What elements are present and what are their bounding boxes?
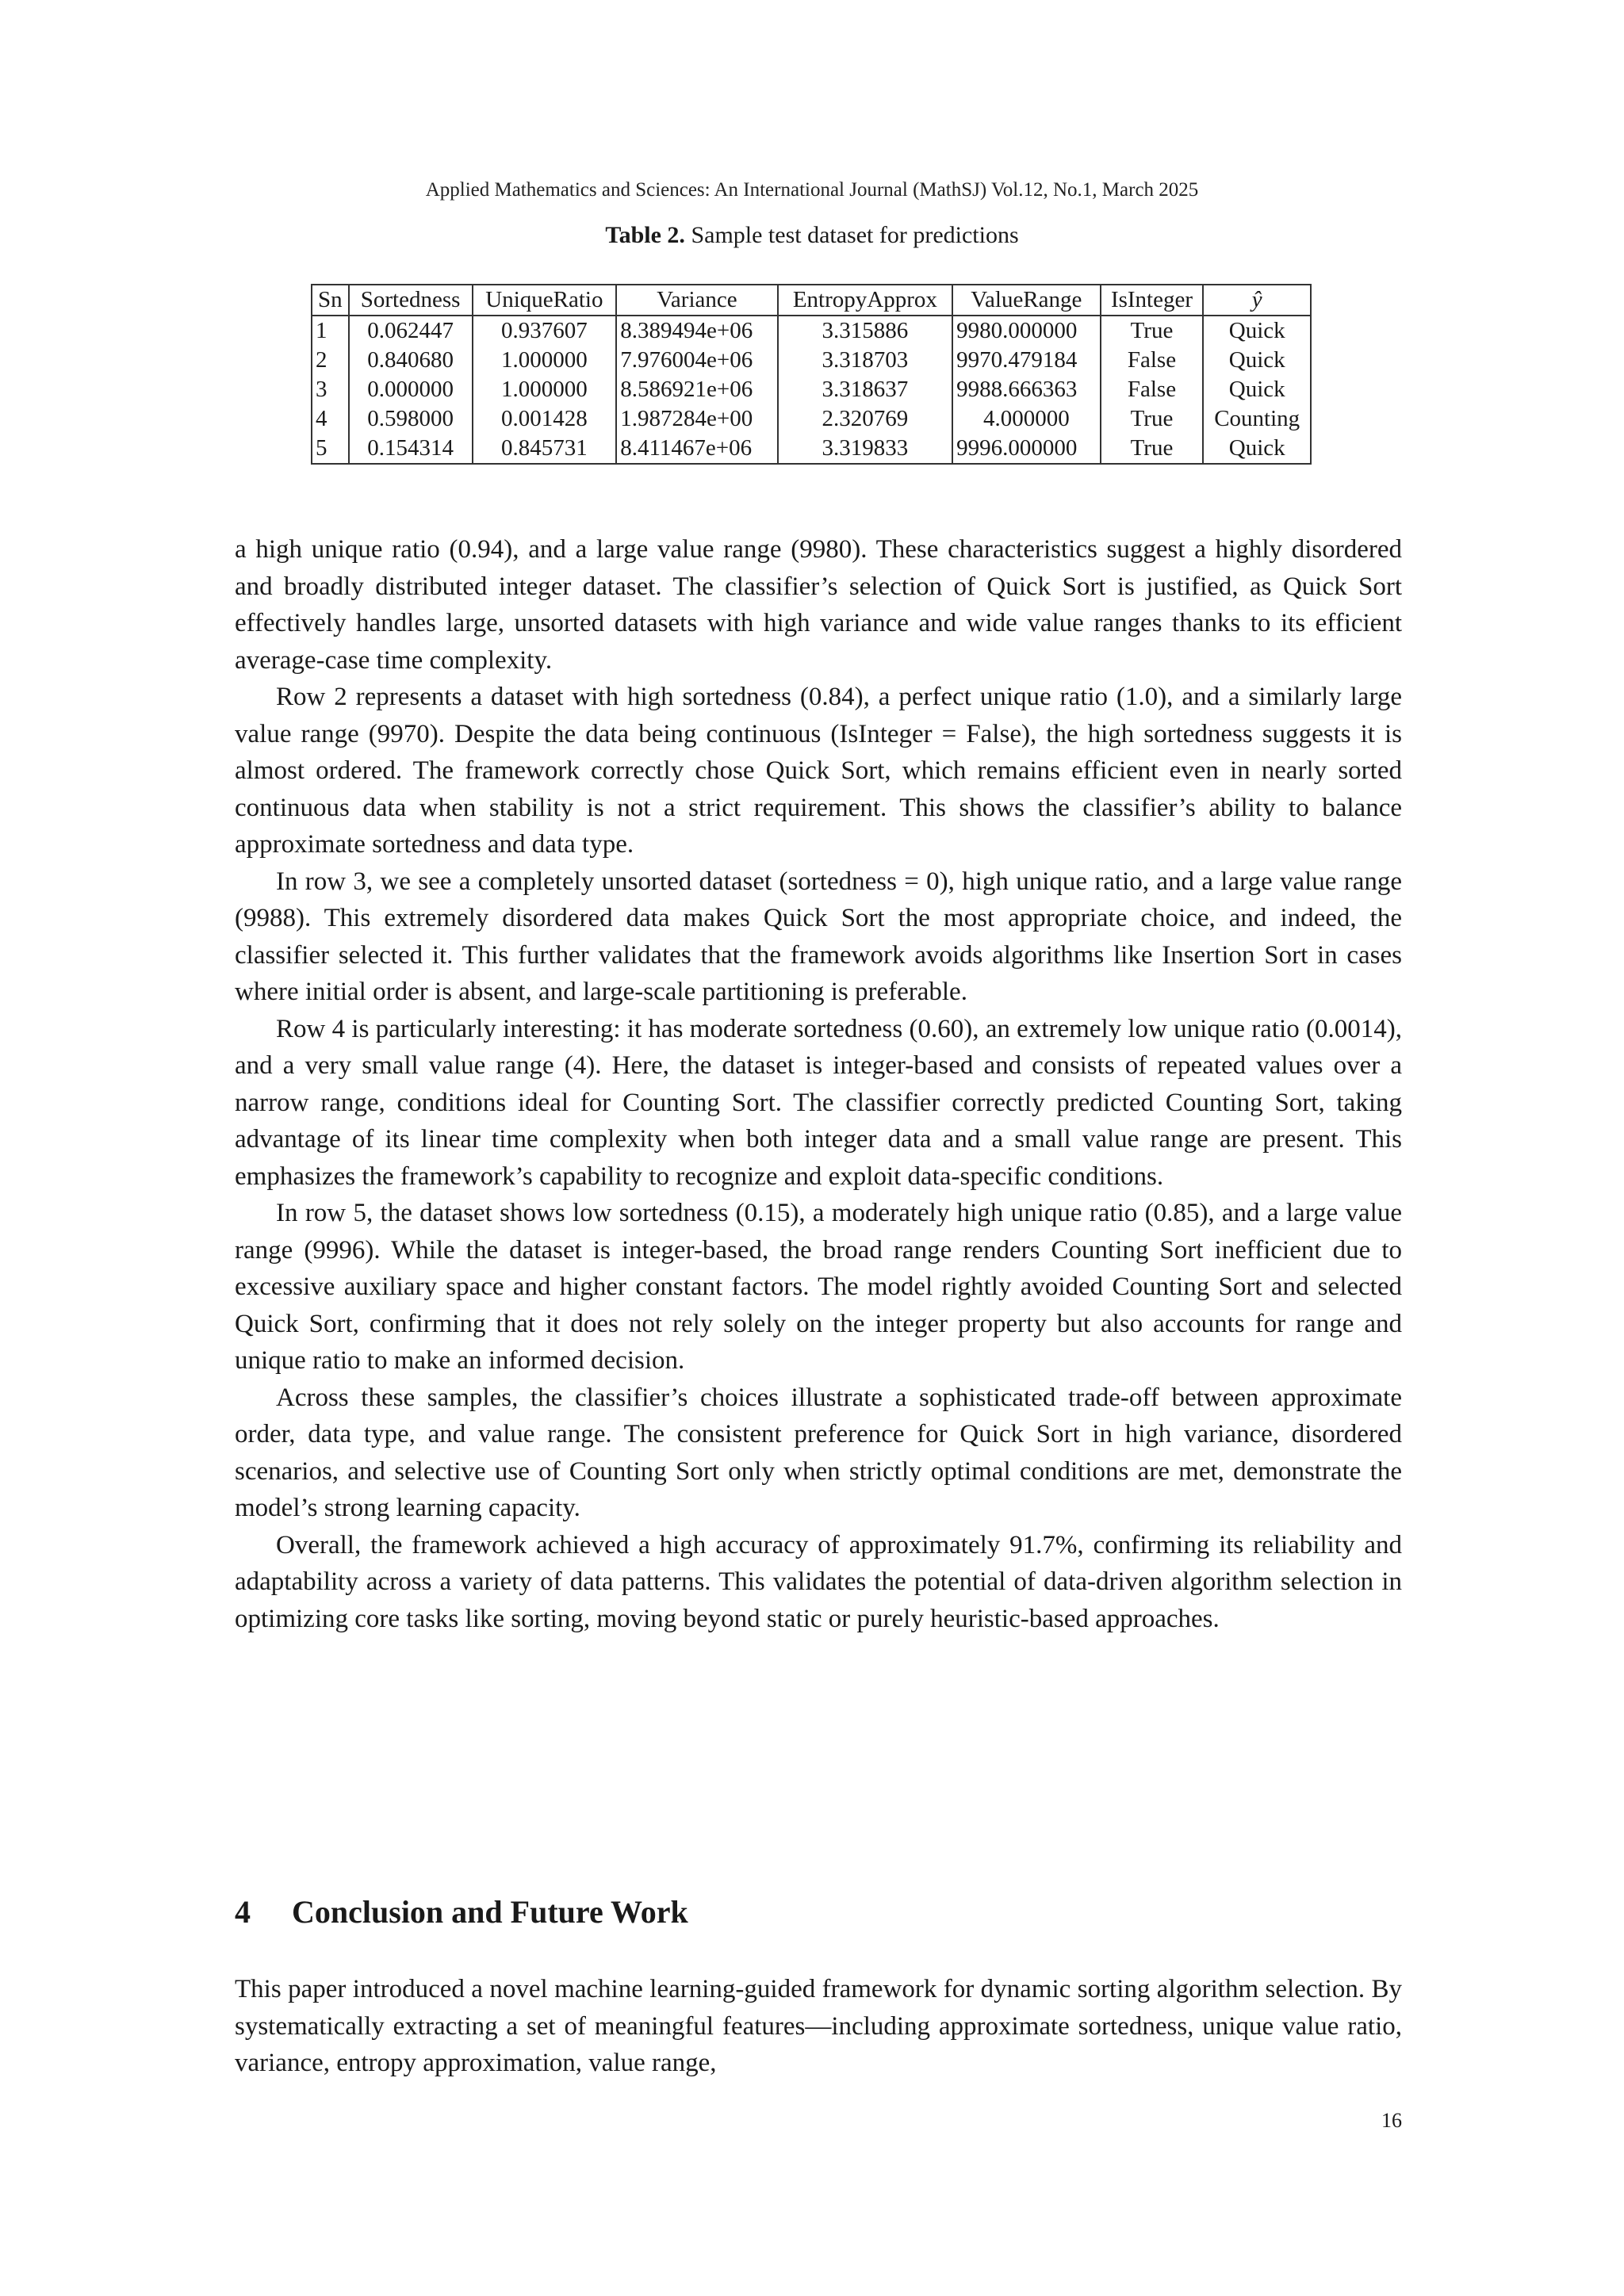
- table-cell: 0.154314: [349, 434, 473, 464]
- column-header: ŷ: [1203, 285, 1311, 316]
- section-title: Conclusion and Future Work: [292, 1894, 688, 1930]
- page-number: 16: [1381, 2109, 1402, 2132]
- table-cell: 1: [312, 316, 349, 346]
- table-cell: 1.000000: [473, 346, 617, 375]
- paragraph: This paper introduced a novel machine learning-guided framework for dynamic sorting algorithm selection. By systematically extracting a set of meaningful features—including approximate sortedness, unique value ratio, variance, entropy approximation, value range,: [235, 1975, 1402, 2077]
- table-cell: 4: [312, 404, 349, 434]
- table-cell: False: [1101, 346, 1204, 375]
- paragraph: Row 4 is particularly interesting: it has moderate sortedness (0.60), an extremely low unique ratio (0.0014), and a very small value range (4). Here, the dataset is integer-based and consists of repeated values over a narrow range, conditions ideal for Counting Sort. The classifier correctly predicted Counting Sort, taking advantage of its linear time complexity when both integer data and a small value range are present. This emphasizes the framework’s capability to recognize and exploit data-specific conditions.: [235, 1014, 1402, 1191]
- table-cell: 0.062447: [349, 316, 473, 346]
- table-cell: 0.840680: [349, 346, 473, 375]
- table-cell: 3.315886: [778, 316, 953, 346]
- table-cell: 8.389494e+06: [616, 316, 777, 346]
- results-discussion: [235, 531, 1402, 1637]
- table-cell: Quick: [1203, 346, 1311, 375]
- paragraph: Row 2 represents a dataset with high sortedness (0.84), a perfect unique ratio (1.0), and a similarly large value range (9970). Despite the data being continuous (IsInteger = False), the high sortedness suggests it is almost ordered. The framework correctly chose Quick Sort, which remains efficient even in nearly sorted continuous data when stability is not a strict requirement. This shows the classifier’s ability to balance approximate sortedness and data type.: [235, 683, 1402, 859]
- table-caption-text: Sample test dataset for predictions: [691, 222, 1019, 248]
- table-header-row: [312, 285, 1311, 316]
- section-number: 4: [235, 1894, 251, 1930]
- column-header: IsInteger: [1101, 285, 1204, 316]
- column-header: ValueRange: [952, 285, 1100, 316]
- table-row: [312, 346, 1311, 375]
- column-header: UniqueRatio: [473, 285, 617, 316]
- table-cell: 4.000000: [952, 404, 1100, 434]
- table-cell: Quick: [1203, 434, 1311, 464]
- table-cell: 0.000000: [349, 375, 473, 404]
- table-cell: 3: [312, 375, 349, 404]
- table-cell: 1.987284e+00: [616, 404, 777, 434]
- sample-dataset-table: [311, 284, 1312, 465]
- table-cell: 2.320769: [778, 404, 953, 434]
- table-cell: 3.319833: [778, 434, 953, 464]
- paragraph: a high unique ratio (0.94), and a large value range (9980). These characteristics suggest a highly disordered and broadly distributed integer dataset. The classifier’s selection of Quick Sort is justified, as Quick Sort effectively handles large, unsorted datasets with high variance and wide value ranges thanks to its efficient average-case time complexity.: [235, 535, 1402, 675]
- table-cell: 9988.666363: [952, 375, 1100, 404]
- table-caption: [0, 222, 1624, 249]
- paragraph: Across these samples, the classifier’s choices illustrate a sophisticated trade-off between approximate order, data type, and value range. The consistent preference for Quick Sort in high variance, disordered scenarios, and selective use of Counting Sort only when strictly optimal conditions are met, demonstrate the model’s strong learning capacity.: [235, 1383, 1402, 1522]
- table-cell: Quick: [1203, 375, 1311, 404]
- table-cell: True: [1101, 434, 1204, 464]
- table-cell: Counting: [1203, 404, 1311, 434]
- table-cell: 9996.000000: [952, 434, 1100, 464]
- column-header: Variance: [616, 285, 777, 316]
- table-cell: 9970.479184: [952, 346, 1100, 375]
- section-heading: [235, 1893, 688, 1931]
- table-cell: True: [1101, 316, 1204, 346]
- table-cell: 1.000000: [473, 375, 617, 404]
- table-cell: 3.318637: [778, 375, 953, 404]
- table-cell: 7.976004e+06: [616, 346, 777, 375]
- paragraph: In row 3, we see a completely unsorted dataset (sortedness = 0), high unique ratio, and a large value range (9988). This extremely disordered data makes Quick Sort the most appropriate choice, and indeed, the classifier selected it. This further validates that the framework avoids algorithms like Insertion Sort in cases where initial order is absent, and large-scale partitioning is preferable.: [235, 867, 1402, 1006]
- conclusion-text: [235, 1971, 1402, 2082]
- running-header: Applied Mathematics and Sciences: An International Journal (MathSJ) Vol.12, No.1, March 2025: [425, 179, 1199, 201]
- table-cell: 5: [312, 434, 349, 464]
- table-cell: 0.001428: [473, 404, 617, 434]
- table-cell: False: [1101, 375, 1204, 404]
- column-header: Sortedness: [349, 285, 473, 316]
- paragraph: Overall, the framework achieved a high accuracy of approximately 91.7%, confirming its reliability and adaptability across a variety of data patterns. This validates the potential of data-driven algorithm selection in optimizing core tasks like sorting, moving beyond static or purely heuristic-based approaches.: [235, 1530, 1402, 1633]
- table-cell: Quick: [1203, 316, 1311, 346]
- table-row: [312, 316, 1311, 346]
- column-header: EntropyApprox: [778, 285, 953, 316]
- table-cell: True: [1101, 404, 1204, 434]
- table-cell: 0.845731: [473, 434, 617, 464]
- table-cell: 3.318703: [778, 346, 953, 375]
- table-cell: 9980.000000: [952, 316, 1100, 346]
- table-row: [312, 375, 1311, 404]
- table-cell: 8.411467e+06: [616, 434, 777, 464]
- column-header: Sn: [312, 285, 349, 316]
- table-cell: 2: [312, 346, 349, 375]
- table-cell: 0.598000: [349, 404, 473, 434]
- table-row: [312, 404, 1311, 434]
- table-cell: 0.937607: [473, 316, 617, 346]
- table-cell: 8.586921e+06: [616, 375, 777, 404]
- table-label: Table 2.: [605, 222, 685, 248]
- paragraph: In row 5, the dataset shows low sortedness (0.15), a moderately high unique ratio (0.85), and a large value range (9996). While the dataset is integer-based, the broad range renders Counting Sort inefficient due to excessive auxiliary space and higher constant factors. The model rightly avoided Counting Sort and selected Quick Sort, confirming that it does not rely solely on the integer property but also accounts for range and unique ratio to make an informed decision.: [235, 1199, 1402, 1375]
- table-row: [312, 434, 1311, 464]
